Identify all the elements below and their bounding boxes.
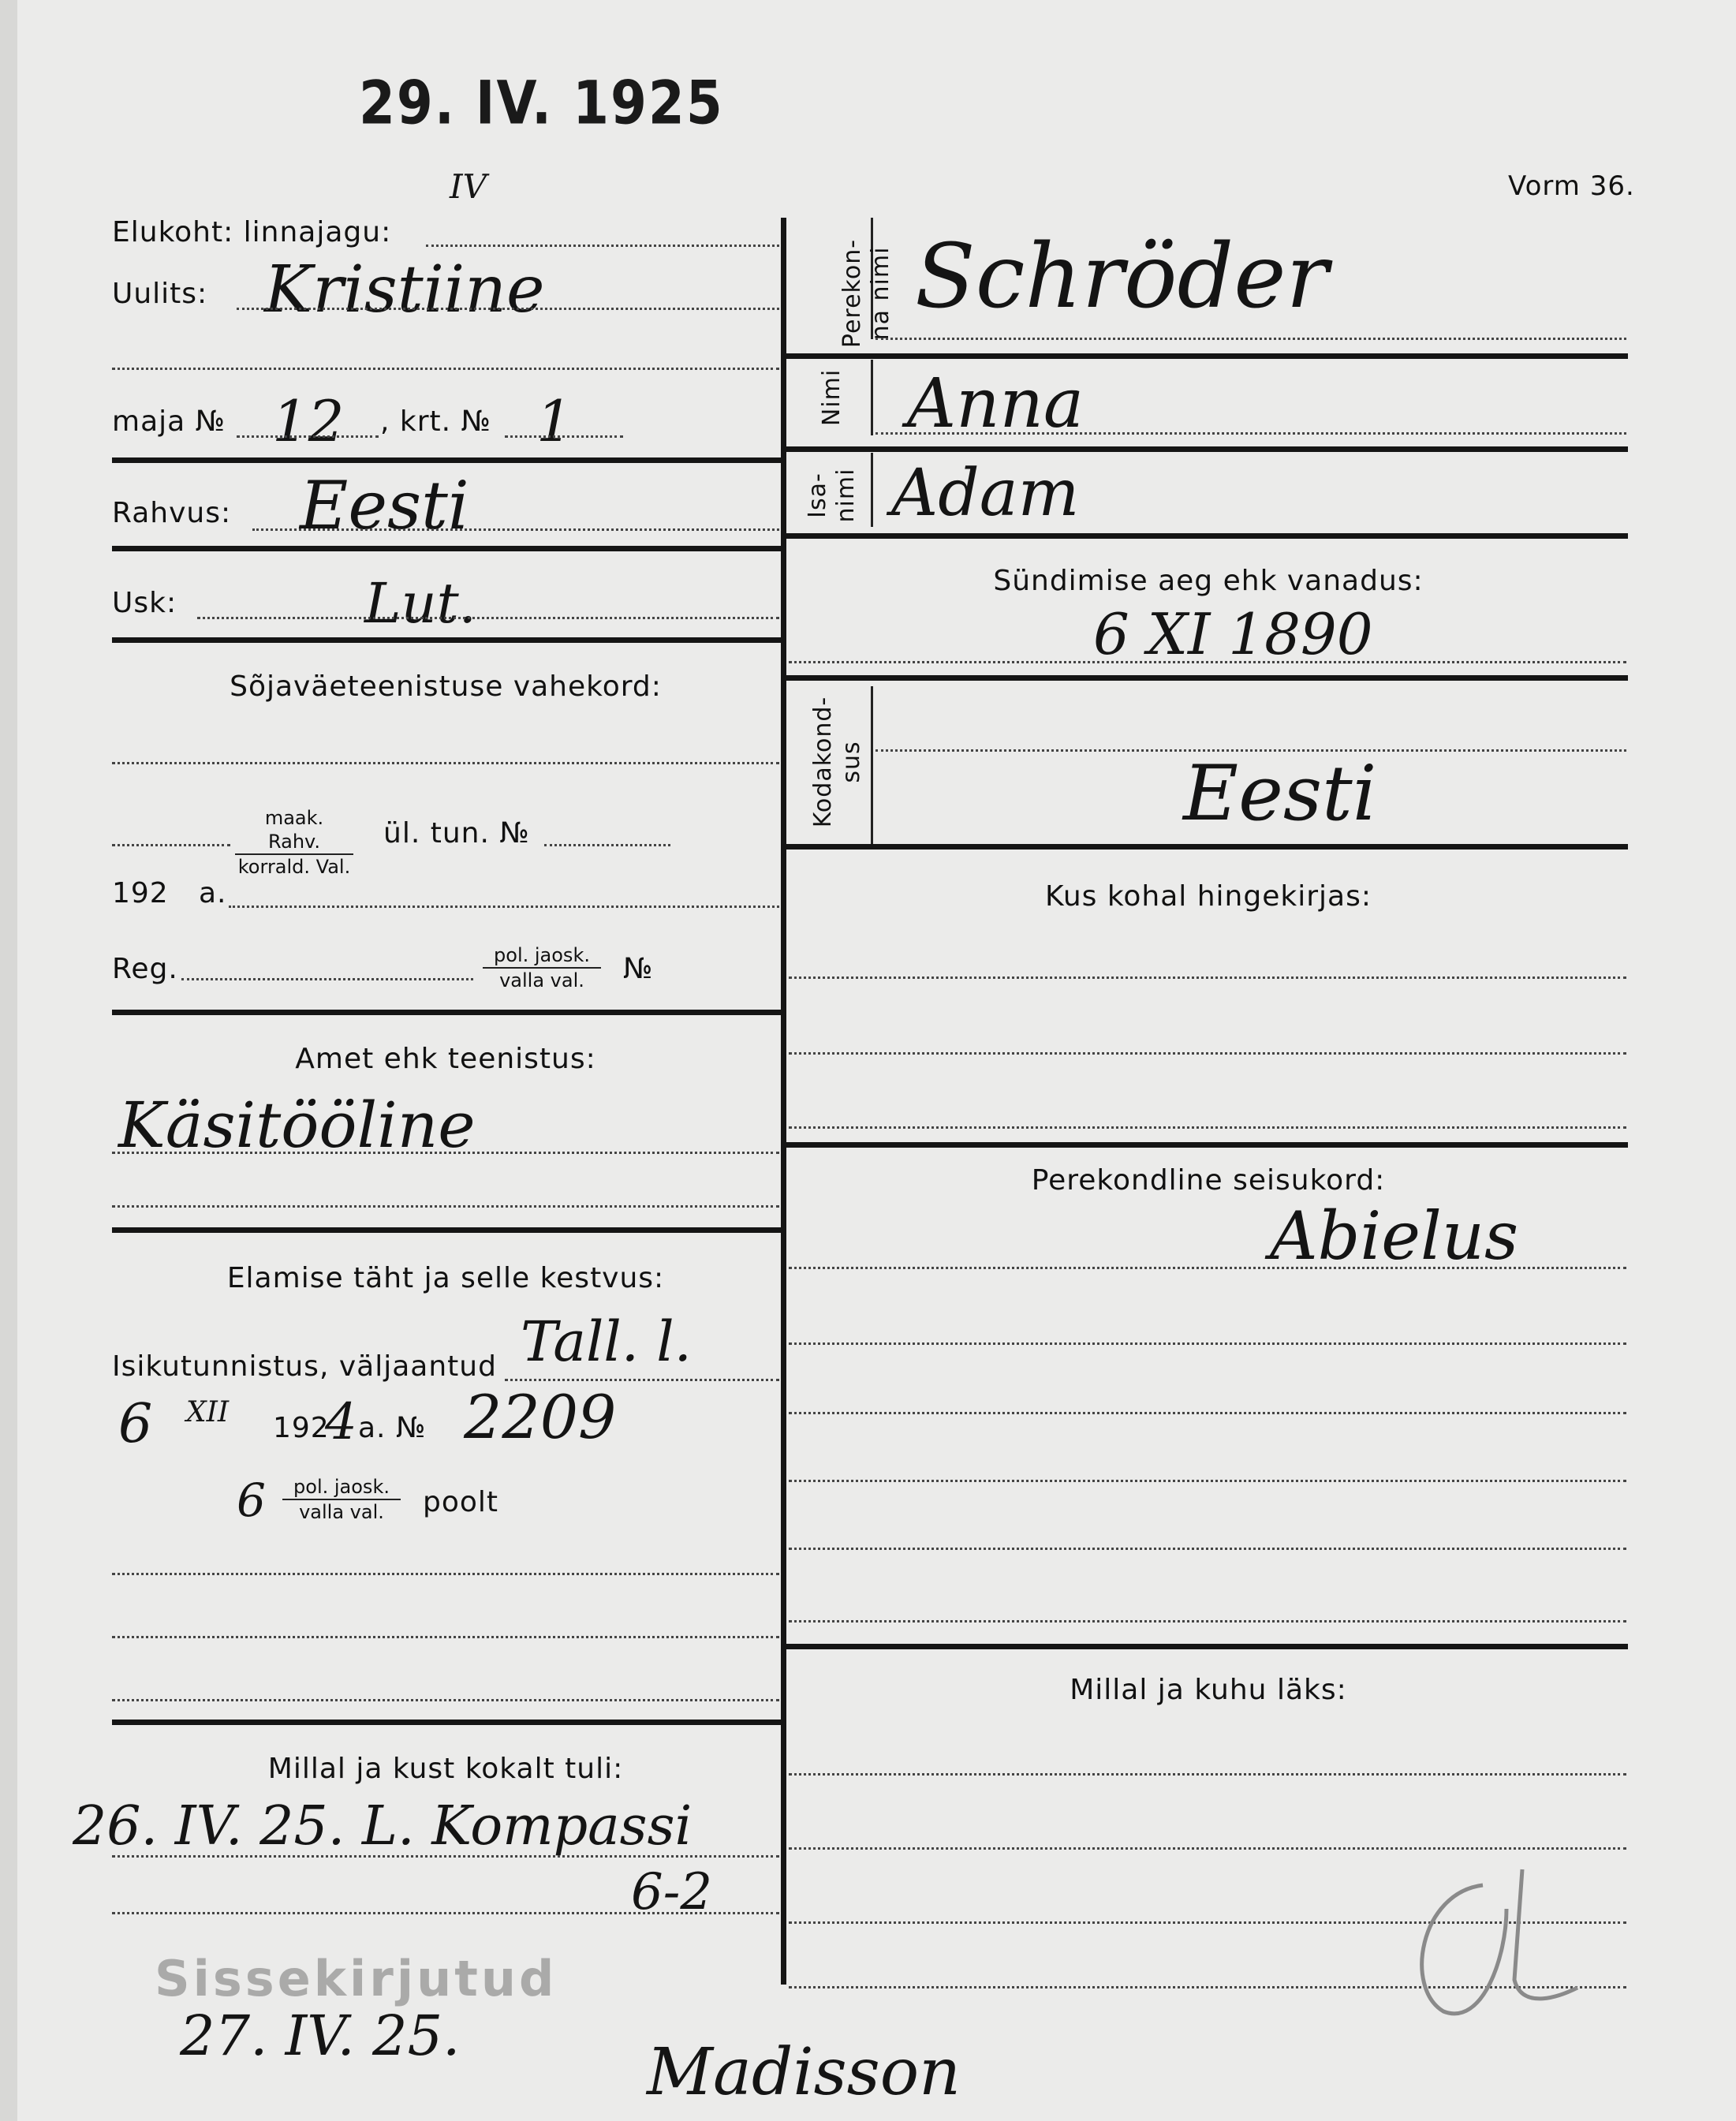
isanimi-value: Adam [891, 456, 1080, 531]
isik-year-digit: 4 [325, 1393, 357, 1451]
perekondline-line-4 [789, 1480, 1626, 1482]
perekondline-heading: Perekondline seisukord: [1031, 1164, 1386, 1197]
uulits-label: Uulits: [112, 278, 208, 310]
elamise-line-3 [112, 1699, 779, 1701]
rule-r4 [786, 675, 1628, 681]
perekondline-line-3 [789, 1412, 1626, 1414]
isik-year-prefix: 192 [273, 1412, 330, 1444]
amet-line-2 [112, 1205, 779, 1208]
rahvus-line [252, 528, 779, 531]
sissekirjutud-stamp: Sissekirjutud [155, 1950, 558, 2007]
perekonnanimi-label: Perekon- na nimi [838, 238, 894, 349]
maak-line-left [112, 844, 230, 846]
sissekirjutud-date: 27. IV. 25. [180, 2003, 461, 2068]
poolt-label: poolt [423, 1486, 499, 1518]
reg-line [181, 978, 473, 980]
amet-heading: Amet ehk teenistus: [295, 1043, 596, 1075]
signature: Madisson [647, 2035, 961, 2110]
amet-line-1 [112, 1152, 779, 1154]
sojavae-line-1 [112, 762, 779, 764]
year-prefix: 192 [112, 877, 169, 909]
isik-no-label: a. № [358, 1412, 427, 1444]
kus-kohal-line-1 [789, 976, 1626, 979]
sundimise-heading: Sündimise aeg ehk vanadus: [993, 565, 1424, 597]
krt-label: , krt. № [380, 405, 491, 438]
isikutunnistus-label: Isikutunnistus, väljaantud [112, 1350, 497, 1383]
reg-no-label: № [623, 953, 654, 985]
isikutunnistus-place: Tall. l. [521, 1309, 692, 1374]
uulits-line-2 [112, 368, 779, 370]
maja-value: 12 [272, 388, 345, 454]
rule-3 [112, 637, 782, 643]
rule-1 [112, 457, 782, 463]
pencil-initials-mark [1388, 1861, 1593, 2043]
maak-frac-bottom: korrald. Val. [237, 856, 351, 878]
millal-tuli-heading: Millal ja kust kokalt tuli: [267, 1753, 624, 1785]
millal-tuli-value: 26. IV. 25. L. Kompassi [73, 1795, 693, 1858]
rule-r3 [786, 533, 1628, 539]
kus-kohal-line-3 [789, 1126, 1626, 1129]
year-line [229, 906, 779, 908]
sojavae-heading: Sõjaväeteenistuse vahekord: [230, 670, 662, 703]
usk-value: Lut. [364, 571, 476, 636]
rule-4 [112, 1010, 782, 1015]
millal-tuli-line-2 [112, 1912, 779, 1914]
elukoht-value: IV [450, 167, 487, 206]
isik-frac-top: pol. jaosk. [282, 1475, 401, 1500]
ul-tun-label: ül. tun. № [383, 817, 530, 850]
rule-r5 [786, 844, 1628, 850]
perekondline-value: Abielus [1270, 1197, 1519, 1275]
elukoht-line [426, 245, 779, 247]
rule-5 [112, 1227, 782, 1233]
isik-frac-bottom: valla val. [299, 1501, 384, 1523]
paper-edge [0, 0, 17, 2121]
kus-kohal-heading: Kus kohal hingekirjas: [1045, 880, 1372, 913]
rule-r6 [786, 1142, 1628, 1148]
elamise-line-1 [112, 1573, 779, 1575]
maja-label: maja № [112, 405, 226, 438]
perekonnanimi-line [875, 338, 1626, 340]
rahvus-label: Rahvus: [112, 497, 232, 529]
millal-laks-line-2 [789, 1847, 1626, 1850]
kodakondsus-value: Eesti [1183, 749, 1377, 838]
form-number: Vorm 36. [1508, 170, 1635, 202]
kus-kohal-line-2 [789, 1052, 1626, 1055]
isik-month: XII [186, 1396, 230, 1428]
received-date-stamp: 29. IV. 1925 [359, 68, 724, 138]
rule-r7 [786, 1644, 1628, 1649]
reg-frac-bottom: valla val. [499, 969, 584, 991]
maak-fraction [235, 806, 353, 879]
nimi-line [875, 432, 1626, 435]
krt-value: 1 [536, 388, 573, 454]
reg-frac-top: pol. jaosk. [483, 943, 601, 969]
ul-tun-line [544, 844, 670, 846]
amet-value: Käsitööline [118, 1089, 476, 1162]
rule-r2 [786, 446, 1628, 452]
perekondline-line-1 [789, 1267, 1626, 1269]
reg-label: Reg. [112, 953, 178, 985]
millal-laks-heading: Millal ja kuhu läks: [1070, 1674, 1347, 1706]
millal-tuli-value-2: 6-2 [631, 1863, 713, 1921]
kodakondsus-label: Kodakond- sus [809, 696, 865, 828]
krt-line [505, 435, 623, 438]
maja-line [237, 435, 379, 438]
sundimise-value: 6 XI 1890 [1093, 601, 1373, 667]
rule-r1 [786, 353, 1628, 359]
millal-tuli-line-1 [112, 1855, 779, 1858]
perekondline-line-6 [789, 1620, 1626, 1622]
perekondline-line-2 [789, 1342, 1626, 1345]
perekonnanimi-value: Schröder [915, 226, 1329, 328]
year-suffix: a. [199, 877, 227, 909]
millal-laks-line-1 [789, 1773, 1626, 1776]
rule-2 [112, 546, 782, 551]
isanimi-label: Isa- nimi [804, 468, 860, 523]
elamise-heading: Elamise täht ja selle kestvus: [226, 1262, 665, 1294]
sundimise-line [789, 661, 1626, 663]
isikutunnistus-line [505, 1379, 779, 1381]
uulits-value: Kristiine [264, 252, 545, 327]
nimi-value: Anna [907, 364, 1085, 443]
nimi-label: Nimi [818, 368, 846, 427]
isik-pol-value: 6 [237, 1473, 266, 1527]
usk-label: Usk: [112, 587, 177, 619]
isik-day: 6 [118, 1393, 153, 1455]
isik-fraction [282, 1475, 401, 1524]
isik-no-value: 2209 [464, 1382, 617, 1452]
uulits-line [237, 308, 779, 310]
elamise-line-2 [112, 1636, 779, 1638]
perekondline-line-5 [789, 1548, 1626, 1550]
maak-frac-top: maak. Rahv. [235, 806, 353, 855]
reg-fraction [483, 943, 601, 992]
rule-6 [112, 1720, 782, 1725]
usk-line [197, 617, 779, 619]
rahvus-value: Eesti [300, 467, 469, 544]
elukoht-label: Elukoht: linnajagu: [112, 216, 392, 248]
